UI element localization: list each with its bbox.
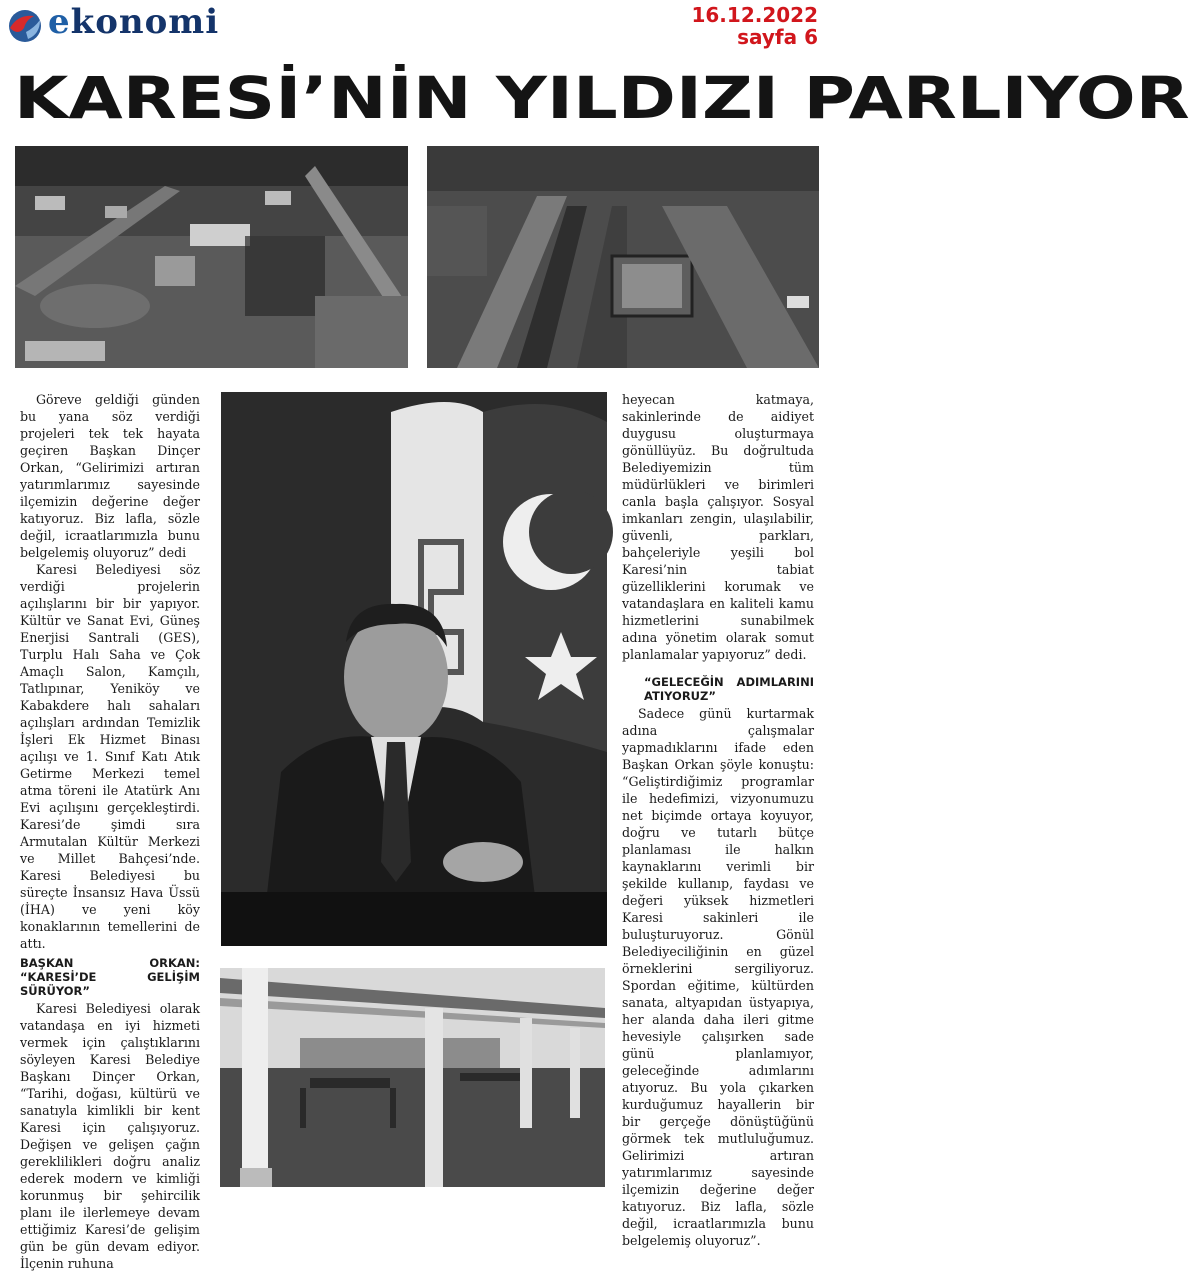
article-paragraph: heyecan katmaya, sakinlerinde de aidiyet duygusu oluşturmaya gönüllüyüz. Bu doğrultuda Belediyemizin tüm müdürlükleri ve birimleri canla başla çalışıyor. Sosyal imkanları zengin, ulaşılabilir, güvenli, parkları, bahçeleriyle yeşili bol Karesi’nin tabiat güzelliklerini korumak ve vatandaşlara en kaliteli kamu hizmetlerini sunabilmek adına yönetim olarak somut planlamalar yapıyoruz” dedi. [622,392,814,662]
article-right-column [622,391,814,1249]
newspaper-logo-icon [4,6,46,44]
article-left-column [20,391,200,1272]
section-subheading: BAŞKAN ORKAN: “KARESİ’DE GELİŞİM SÜRÜYOR” [20,956,200,998]
section-subheading: “GELECEĞİN ADIMLARINI ATIYORUZ” [644,675,814,703]
article-paragraph: Karesi Belediyesi söz verdiği projelerin açılışlarını bir bir yapıyor. Kültür ve Sanat Evi, Güneş Enerjisi Santrali (GES), Turplu Halı Saha ve Çok Amaçlı Salon, Kamçılı, Tatlıpınar, Yeniköy ve Kabakdere halı sahaları açılışları ardından Temizlik İşleri Ek Hizmet Binası açılışı ve 1. Sınıf Katı Atık Getirme Merkezi temel atma töreni ile Atatürk Anı Evi açılışını gerçekleştirdi. Karesi’de şimdi sıra Armutalan Kültür Merkezi ve Millet Bahçesi’nde. Karesi Belediyesi bu süreçte İnsansız Hava Üssü (İHA) ve yeni köy konaklarının temellerini de attı. [20,562,200,951]
headline: KARESİ’NİN YILDIZI PARLIYOR [14,64,1190,132]
aerial-road-photo [427,146,819,368]
mayor-portrait-photo [221,392,607,946]
publication-date: 16.12.2022 [691,3,818,27]
page-number: sayfa 6 [737,25,818,49]
park-pergola-photo [220,968,605,1187]
newspaper-logo: ekonomi [48,2,220,42]
article-paragraph: Sadece günü kurtarmak adına çalışmalar yapmadıklarını ifade eden Başkan Orkan şöyle konuştu: “Geliştirdiğimiz programlar ile hedefimizi, vizyonumuzu net biçimde ortaya koyuyor, doğru ve tutarlı bütçe planlaması ile halkın kaynaklarını verimli bir şekilde kullanıp, faydası ve değeri yüksek hizmetleri Karesi sakinleri ile buluşturuyoruz. Gönül Belediyeciliğinin en güzel örneklerini sergiliyoruz. Spordan eğitime, kültürden sanata, altyapıdan üstyapıya, her alanda daha ileri gitme hevesiyle çalışırken sade günü planlamıyor, geleceğinde adımlarını atıyoruz. Bu yola çıkarken kurduğumuz hayallerin bir bir gerçeğe dönüştüğünü görmek tek mutluluğumuz. Gelirimizi artıran yatırımlarımız sayesinde ilçemizin değerine değer katıyoruz. Biz lafla, sözle değil, icraatlarımızla bunu belgelemiş oluyoruz”. [622,706,814,1248]
aerial-city-photo [15,146,408,368]
article-paragraph: Göreve geldiği günden bu yana söz verdiği projeleri tek tek hayata geçiren Başkan Dinçer Orkan, “Gelirimizi artıran yatırımlarımız sayesinde ilçemizin değerine değer katıyoruz. Biz lafla, sözle değil, icraatlarımızla bunu belgelemiş oluyoruz” dedi [20,392,200,560]
article-paragraph: Karesi Belediyesi olarak vatandaşa en iyi hizmeti vermek için çalıştıklarını söyleyen Karesi Belediye Başkanı Dinçer Orkan, “Tarihi, doğası, kültürü ve sanatıyla kimlikli bir kent Karesi için çalışıyoruz. Değişen ve gelişen çağın gereklilikleri doğru analiz ederek modern ve kimliği korunmuş bir şehircilik planı ile ilerlemeye devam ettiğimiz Karesi’de gelişim gün be gün devam ediyor. İlçenin ruhuna [20,1001,200,1271]
